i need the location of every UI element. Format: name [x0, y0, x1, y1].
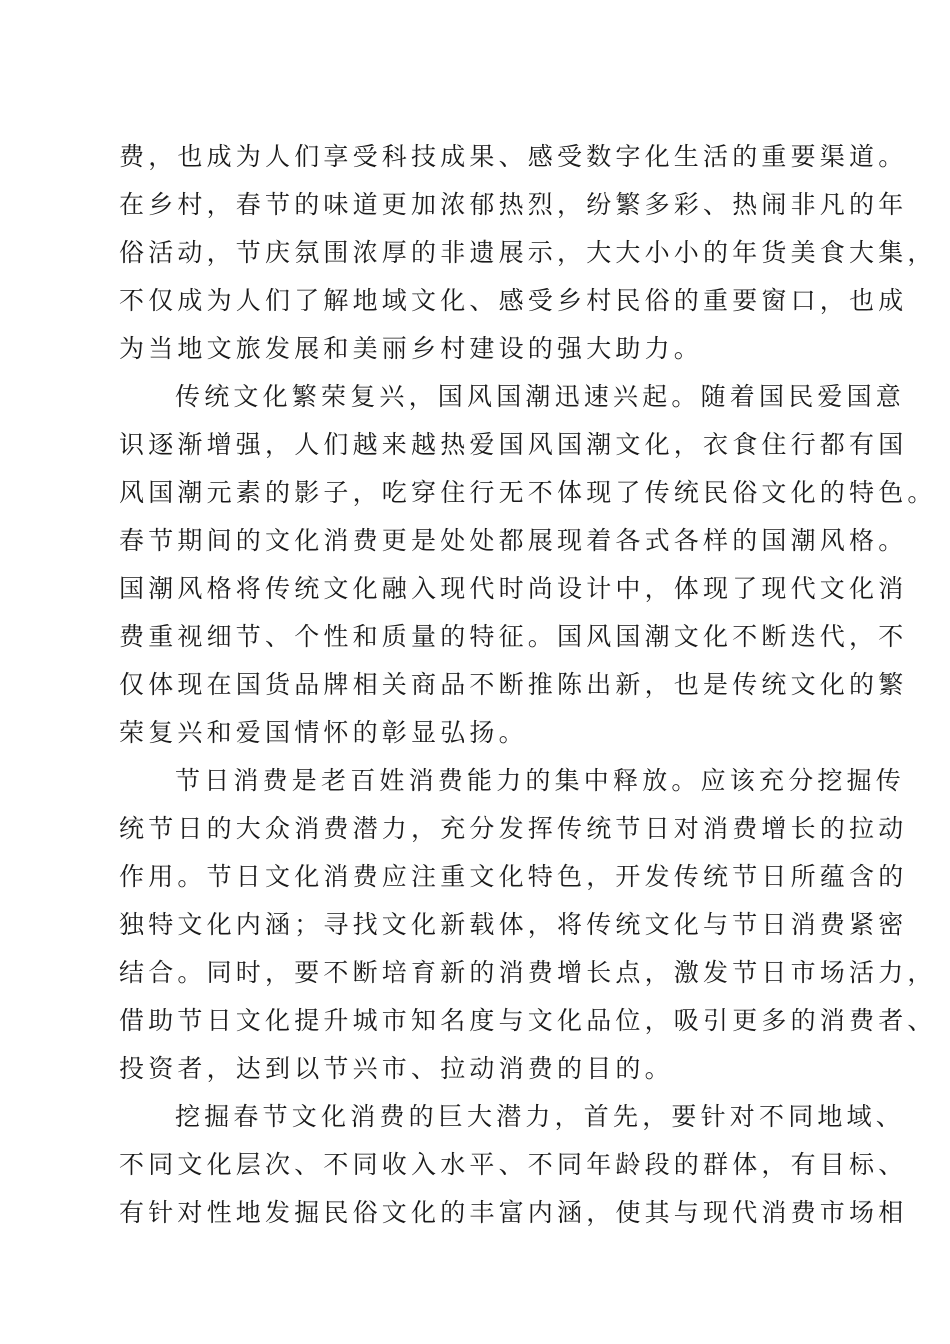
text-line: 投资者，达到以节兴市、拉动消费的目的。 [119, 1054, 674, 1083]
text-line: 荣复兴和爱国情怀的彰显弘扬。 [119, 718, 528, 747]
text-line: 独特文化内涵；寻找文化新载体，将传统文化与节日消费紧密 [119, 910, 908, 939]
text-line: 挖掘春节文化消费的巨大潜力，首先，要针对不同地域、 [175, 1102, 906, 1131]
document-body [119, 133, 937, 1237]
text-line: 为当地文旅发展和美丽乡村建设的强大助力。 [119, 334, 704, 363]
text-line: 费，也成为人们享受科技成果、感受数字化生活的重要渠道。 [119, 142, 908, 171]
text-line: 仅体现在国货品牌相关商品不断推陈出新，也是传统文化的繁 [119, 670, 908, 699]
text-line: 结合。同时，要不断培育新的消费增长点，激发节日市场活力， [119, 958, 937, 987]
text-line: 在乡村，春节的味道更加浓郁热烈，纷繁多彩、热闹非凡的年 [119, 190, 908, 219]
text-line: 识逐渐增强，人们越来越热爱国风国潮文化，衣食住行都有国 [119, 430, 908, 459]
text-line: 统节日的大众消费潜力，充分发挥传统节日对消费增长的拉动 [119, 814, 908, 843]
text-line: 传统文化繁荣复兴，国风国潮迅速兴起。随着国民爱国意 [175, 382, 906, 411]
text-line: 节日消费是老百姓消费能力的集中释放。应该充分挖掘传 [175, 766, 906, 795]
paragraph-1 [119, 133, 937, 373]
text-line: 春节期间的文化消费更是处处都展现着各式各样的国潮风格。 [119, 526, 908, 555]
text-line: 作用。节日文化消费应注重文化特色，开发传统节日所蕴含的 [119, 862, 908, 891]
text-line: 费重视细节、个性和质量的特征。国风国潮文化不断迭代，不 [119, 622, 908, 651]
paragraph-3 [119, 757, 937, 1093]
paragraph-2 [119, 373, 937, 757]
text-line: 风国潮元素的影子，吃穿住行无不体现了传统民俗文化的特色。 [119, 478, 937, 507]
text-line: 有针对性地发掘民俗文化的丰富内涵，使其与现代消费市场相 [119, 1198, 908, 1227]
paragraph-4 [119, 1093, 908, 1237]
text-line: 国潮风格将传统文化融入现代时尚设计中，体现了现代文化消 [119, 574, 908, 603]
text-line: 不仅成为人们了解地域文化、感受乡村民俗的重要窗口，也成 [119, 286, 908, 315]
text-line: 俗活动，节庆氛围浓厚的非遗展示，大大小小的年货美食大集， [119, 238, 937, 267]
text-line: 不同文化层次、不同收入水平、不同年龄段的群体，有目标、 [119, 1150, 908, 1179]
text-line: 借助节日文化提升城市知名度与文化品位，吸引更多的消费者、 [119, 1006, 937, 1035]
